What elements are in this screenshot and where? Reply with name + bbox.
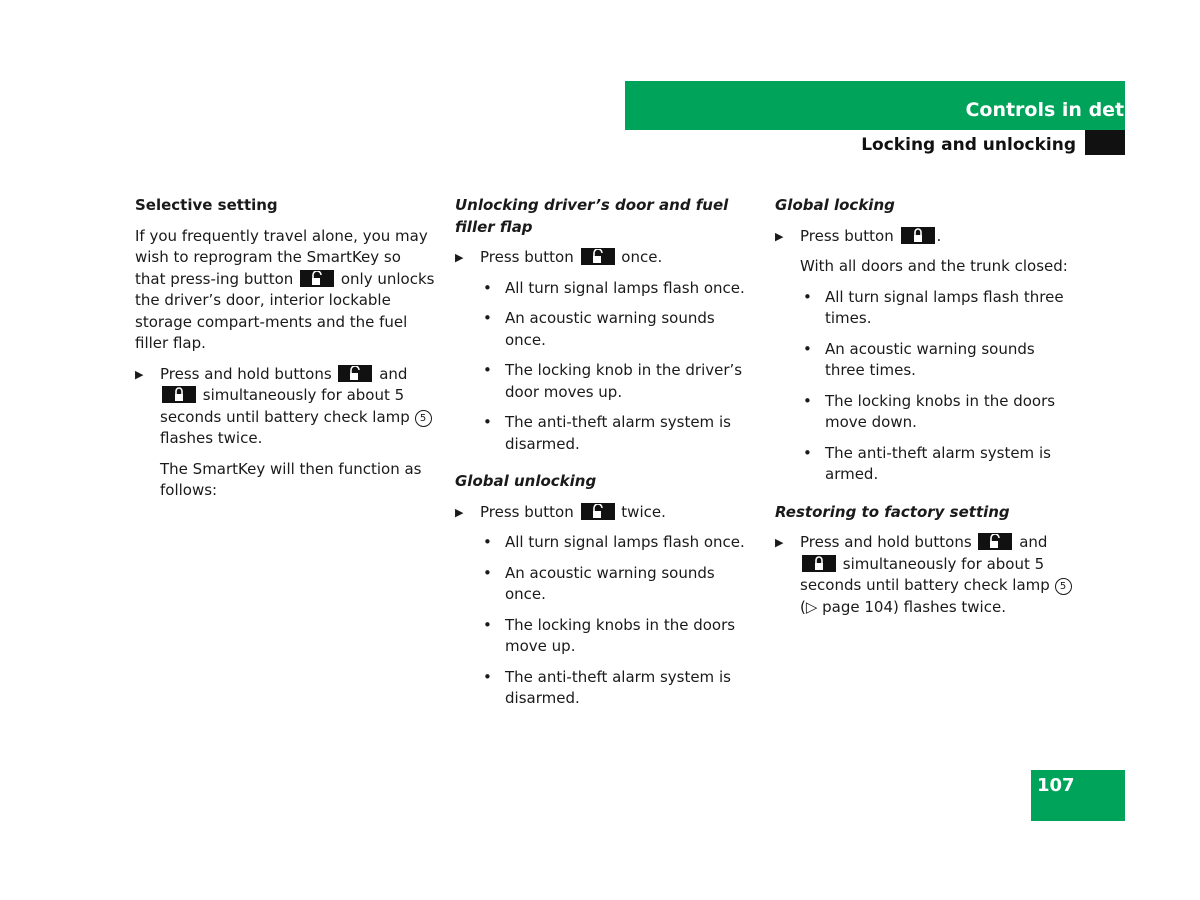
list-item-text: All turn signal lamps flash once. (505, 533, 745, 551)
step-press-hold (135, 364, 435, 450)
intro-paragraph (135, 226, 435, 355)
unlock-icon (300, 270, 334, 287)
step-text: Press button (800, 226, 894, 245)
unlock-icon (581, 248, 615, 265)
step-text-a: Press and hold buttons (160, 364, 332, 383)
list-item-text: An acoustic warning sounds once. (505, 309, 715, 349)
list-item: • The anti-theft alarm system is disarmed. (483, 667, 731, 707)
right-triangle-icon: ▶ (775, 536, 784, 549)
function-note: The SmartKey will then function as follows: (160, 459, 422, 499)
step-press-once (455, 247, 755, 269)
list-item-text: The locking knob in the driver’s door moves up. (505, 361, 743, 401)
lock-icon (162, 386, 196, 403)
list-item-text: An acoustic warning sounds three times. (825, 339, 1035, 379)
page-number: 107 (1037, 775, 1075, 796)
list-item: • The anti-theft alarm system is armed. (803, 443, 1051, 483)
step-text-a: Press and hold buttons (800, 533, 972, 551)
list-item-text: The locking knobs in the doors move down. (825, 391, 1056, 431)
right-triangle-icon: ▶ (775, 229, 784, 243)
heading-global-locking: Global locking (775, 196, 895, 214)
step-text-end: twice. (621, 502, 666, 521)
step-text-end: . (936, 226, 942, 245)
list-item-text: The anti-theft alarm system is disarmed. (505, 667, 731, 707)
list-item-text: An acoustic warning sounds once. (505, 563, 715, 603)
section-title: Controls in detail (965, 99, 1150, 121)
right-triangle-icon: ▶ (455, 505, 464, 519)
lamp-ref-circled: 5 (415, 410, 432, 427)
step-and: and (1019, 533, 1048, 551)
list-item: • All turn signal lamps flash three times. (803, 287, 1064, 327)
list-item: • The locking knob in the driver’s door moves up. (483, 361, 743, 401)
step-and: and (379, 364, 408, 383)
doors-closed-note: With all doors and the trunk closed: (800, 257, 1068, 275)
unlock-icon (338, 365, 372, 382)
heading-restore-factory: Restoring to factory setting (775, 502, 1010, 521)
list-item: • An acoustic warning sounds three times. (803, 339, 1035, 379)
list-item: • The locking knobs in the doors move up. (483, 615, 736, 655)
subsection-marker (1085, 130, 1125, 155)
list-item-text: The anti-theft alarm system is disarmed. (505, 413, 731, 453)
intro-text-a: If you frequently travel alone, you may wish to reprogram the SmartKey so that press-ing button (135, 226, 428, 288)
column-selective-setting (135, 195, 435, 511)
step-text-end: once. (621, 248, 663, 266)
heading-unlock-driver-door: Unlocking driver’s door and fuel filler flap (455, 196, 729, 236)
step-text-c: flashes twice. (160, 429, 263, 447)
right-triangle-icon: ▶ (135, 367, 144, 381)
list-item-text: All turn signal lamps flash once. (505, 278, 745, 297)
step-text-c: (▷ page 104) flashes twice. (800, 597, 1006, 616)
bullet-list-global-lock (775, 287, 1075, 486)
list-item: • All turn signal lamps flash once. (483, 278, 745, 297)
column-locking (775, 195, 1075, 627)
step-press-lock (775, 226, 1075, 248)
bullet-list-unlock-driver (455, 278, 755, 456)
heading-selective-setting: Selective setting (135, 196, 278, 214)
step-text: Press button (480, 248, 574, 266)
subsection-title: Locking and unlocking (861, 135, 1076, 155)
unlock-icon (978, 533, 1012, 550)
list-item-text: All turn signal lamps flash three times. (825, 287, 1064, 327)
list-item: • All turn signal lamps flash once. (483, 533, 745, 551)
right-triangle-icon: ▶ (455, 251, 464, 264)
bullet-list-global-unlock (455, 532, 755, 710)
list-item-text: The locking knobs in the doors move up. (505, 615, 736, 655)
step-text: Press button (480, 502, 574, 521)
step-text-b: simultaneously for about 5 seconds until battery check lamp (800, 554, 1050, 594)
list-item: • An acoustic warning sounds once. (483, 563, 715, 603)
list-item: • An acoustic warning sounds once. (483, 309, 715, 349)
lamp-ref-circled: 5 (1055, 578, 1072, 595)
list-item: • The locking knobs in the doors move down. (803, 391, 1056, 431)
intro-text-b: only unlocks the driver’s door, interior lockable storage compart-ments and the fuel filler flap. (135, 269, 435, 352)
lock-icon (802, 555, 836, 572)
list-item: • The anti-theft alarm system is disarmed. (483, 413, 731, 453)
list-item-text: The anti-theft alarm system is armed. (825, 443, 1051, 483)
step-restore-press-hold (775, 532, 1075, 618)
step-text-b: simultaneously for about 5 seconds until battery check lamp (160, 386, 410, 426)
unlock-icon (581, 503, 615, 520)
heading-global-unlocking: Global unlocking (455, 472, 597, 490)
step-press-twice (455, 502, 755, 524)
lock-icon (901, 227, 935, 244)
column-unlocking (455, 195, 755, 719)
